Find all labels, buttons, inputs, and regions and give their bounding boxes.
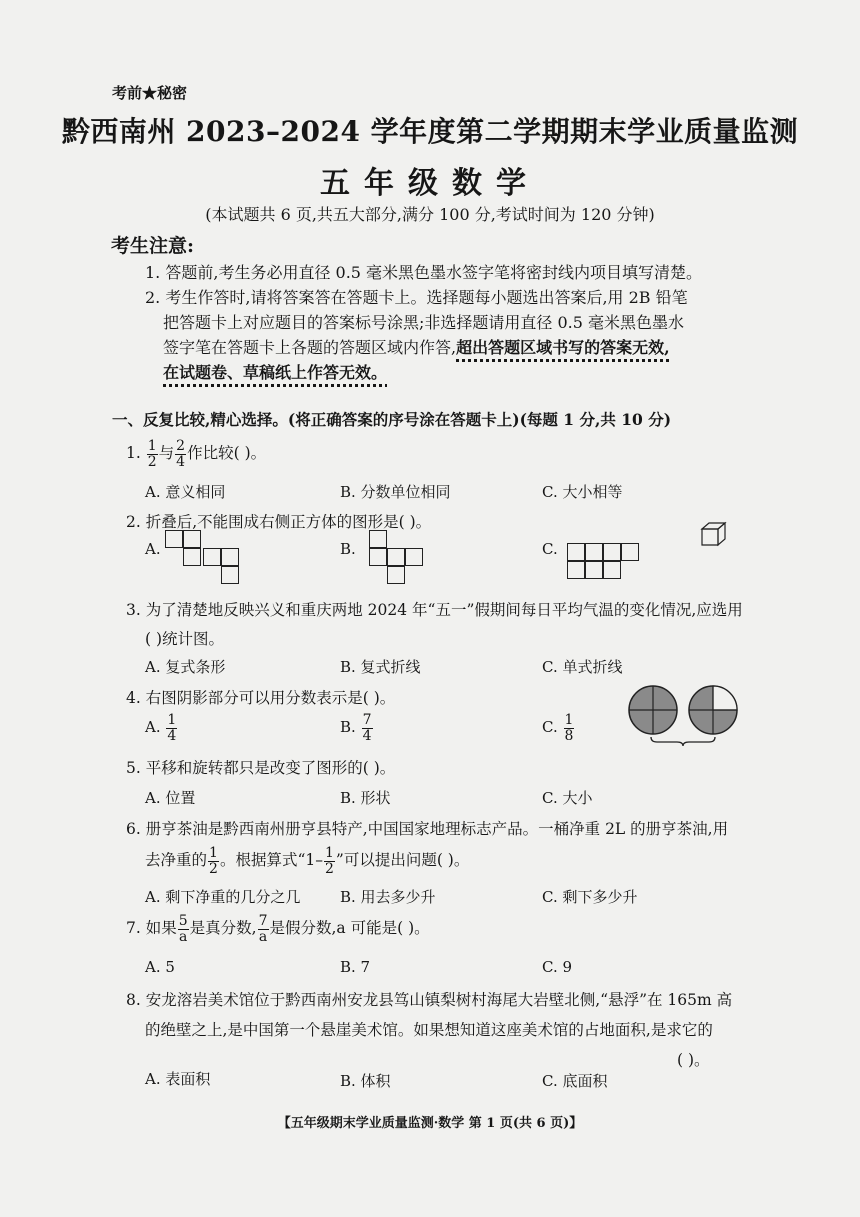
cube-net-a (165, 530, 245, 590)
q6-f1-den: 2 (209, 860, 218, 877)
q6-option-c[interactable]: C. 剩下多少升 (542, 888, 638, 906)
q7-text-c: 是假分数,a 可能是( )。 (269, 919, 430, 938)
exam-info: (本试题共 6 页,共五大部分,满分 100 分,考试时间为 120 分钟) (205, 205, 655, 224)
q7-fraction-1 (178, 914, 189, 944)
q4-c-den: 8 (564, 727, 574, 744)
q1-f1-den: 2 (147, 453, 157, 470)
q7-f1-den: a (179, 928, 188, 945)
q6-text-b: 。根据算式“1– (219, 851, 323, 870)
q6-fraction-1 (208, 846, 219, 876)
q7-option-a[interactable]: A. 5 (145, 958, 175, 976)
q6-option-b[interactable]: B. 用去多少升 (340, 888, 436, 906)
notice-line-3-plain: 签字笔在答题卡上各题的答题区域内作答, (163, 338, 457, 357)
q5-option-b[interactable]: B. 形状 (340, 789, 391, 807)
q4-b-label: B. (340, 718, 356, 737)
secret-label: 考前★秘密 (112, 84, 188, 102)
q4-a-num: 1 (167, 712, 177, 728)
q5-option-c[interactable]: C. 大小 (542, 789, 593, 807)
notice-item-2-line-1: 2. 考生作答时,请将答案答在答题卡上。选择题每小题选出答案后,用 2B 铅笔 (145, 288, 688, 307)
q7-f2-den: a (258, 928, 268, 945)
question-2: 2. 折叠后,不能围成右侧正方体的图形是( )。 (126, 513, 432, 531)
cube-icon (700, 520, 728, 548)
q4-a-den: 4 (167, 727, 177, 744)
subject-title: 五年级数学 (320, 166, 540, 201)
question-7 (126, 914, 430, 944)
q7-option-c[interactable]: C. 9 (542, 958, 573, 976)
section-1-heading: 一、反复比较,精心选择。(将正确答案的序号涂在答题卡上)(每题 1 分,共 10 分) (112, 410, 672, 429)
notice-item-2-line-4 (163, 360, 387, 383)
question-8-line-3: ( )。 (677, 1051, 710, 1069)
q1-f2-den: 4 (176, 453, 186, 470)
page-footer: 【五年级期末学业质量监测·数学 第 1 页(共 6 页)】 (277, 1116, 583, 1131)
q1-option-c[interactable]: C. 大小相等 (542, 483, 623, 501)
q4-a-fraction (166, 713, 177, 743)
question-8-line-2: 的绝壁之上,是中国第一个悬崖美术馆。如果想知道这座美术馆的占地面积,是求它的 (145, 1021, 713, 1039)
q4-b-den: 4 (362, 727, 372, 744)
question-3-line-1: 3. 为了清楚地反映兴义和重庆两地 2024 年“五一”假期间每日平均气温的变化情况,应选用 (126, 601, 743, 619)
question-6-line-1: 6. 册亨茶油是黔西南州册亨县特产,中国国家地理标志产品。一桶净重 2L 的册亨茶油,用 (126, 820, 729, 838)
q7-option-b[interactable]: B. 7 (340, 958, 371, 976)
q1-mid: 与 (158, 444, 175, 463)
q6-text-a: 去净重的 (145, 851, 208, 870)
question-3-line-2: ( )统计图。 (145, 630, 225, 648)
q4-option-a[interactable] (145, 713, 178, 743)
cube-net-b (369, 530, 429, 592)
notice-emphasis-1: 超出答题区域书写的答案无效, (456, 338, 670, 357)
notice-heading: 考生注意: (111, 235, 195, 257)
q2-option-a[interactable]: A. (145, 540, 161, 558)
shaded-circles-figure (625, 682, 745, 748)
q6-f2-den: 2 (324, 860, 334, 877)
question-1 (126, 439, 266, 469)
q2-option-b[interactable]: B. (340, 540, 356, 558)
q2-option-c[interactable]: C. (542, 540, 558, 558)
q3-option-a[interactable]: A. 复式条形 (145, 658, 226, 676)
q5-option-a[interactable]: A. 位置 (145, 789, 196, 807)
brace-icon (651, 737, 715, 746)
notice-item-1: 1. 答题前,考生务必用直径 0.5 毫米黑色墨水签字笔将密封线内项目填写清楚。 (145, 263, 703, 282)
q7-fraction-2 (258, 914, 269, 944)
q6-f1-num: 1 (209, 845, 218, 861)
q1-f1-num: 1 (147, 438, 157, 454)
q1-number: 1. (126, 444, 141, 463)
q3-option-c[interactable]: C. 单式折线 (542, 658, 623, 676)
question-4: 4. 右图阴影部分可以用分数表示是( )。 (126, 689, 396, 707)
q7-f2-num: 7 (258, 913, 268, 929)
notice-emphasis-2: 在试题卷、草稿纸上作答无效。 (163, 363, 388, 382)
circle-three-quarters-shaded (689, 686, 737, 734)
q6-option-a[interactable]: A. 剩下净重的几分之几 (145, 888, 301, 906)
q1-f2-num: 2 (176, 438, 186, 454)
notice-item-2-line-3 (163, 335, 670, 358)
q4-c-num: 1 (564, 712, 574, 728)
q4-c-fraction (564, 713, 575, 743)
q4-a-label: A. (145, 718, 161, 737)
q4-b-fraction (362, 713, 373, 743)
q3-option-b[interactable]: B. 复式折线 (340, 658, 421, 676)
q7-text-a: 7. 如果 (126, 919, 177, 938)
question-5: 5. 平移和旋转都只是改变了图形的( )。 (126, 759, 396, 777)
q8-option-a[interactable]: A. 表面积 (145, 1070, 211, 1088)
circle-fully-shaded (629, 686, 677, 734)
exam-title: 黔西南州 2023–2024 学年度第二学期期末学业质量监测 (61, 115, 799, 148)
q4-option-b[interactable] (340, 713, 374, 743)
notice-item-2-line-2: 把答题卡上对应题目的答案标号涂黑;非选择题请用直径 0.5 毫米黑色墨水 (163, 313, 685, 332)
q6-fraction-2 (324, 846, 335, 876)
q7-f1-num: 5 (178, 913, 188, 929)
q4-c-label: C. (542, 718, 558, 737)
q1-fraction-2 (175, 439, 186, 469)
q4-b-num: 7 (362, 712, 372, 728)
q4-option-c[interactable] (542, 713, 575, 743)
q7-text-b: 是真分数, (189, 919, 257, 938)
q6-f2-num: 1 (324, 845, 334, 861)
q8-option-c[interactable]: C. 底面积 (542, 1072, 608, 1090)
cube-net-c (567, 543, 647, 583)
q1-option-a[interactable]: A. 意义相同 (145, 483, 226, 501)
q8-option-b[interactable]: B. 体积 (340, 1072, 391, 1090)
q6-text-c: ”可以提出问题( )。 (335, 851, 470, 870)
q1-tail: 作比较( )。 (187, 444, 267, 463)
q1-fraction-1 (147, 439, 158, 469)
question-8-line-1: 8. 安龙溶岩美术馆位于黔西南州安龙县笃山镇梨树村海尾大岩壁北侧,“悬浮”在 165m 高 (126, 991, 733, 1009)
q1-option-b[interactable]: B. 分数单位相同 (340, 483, 451, 501)
question-6-line-2 (145, 846, 469, 876)
